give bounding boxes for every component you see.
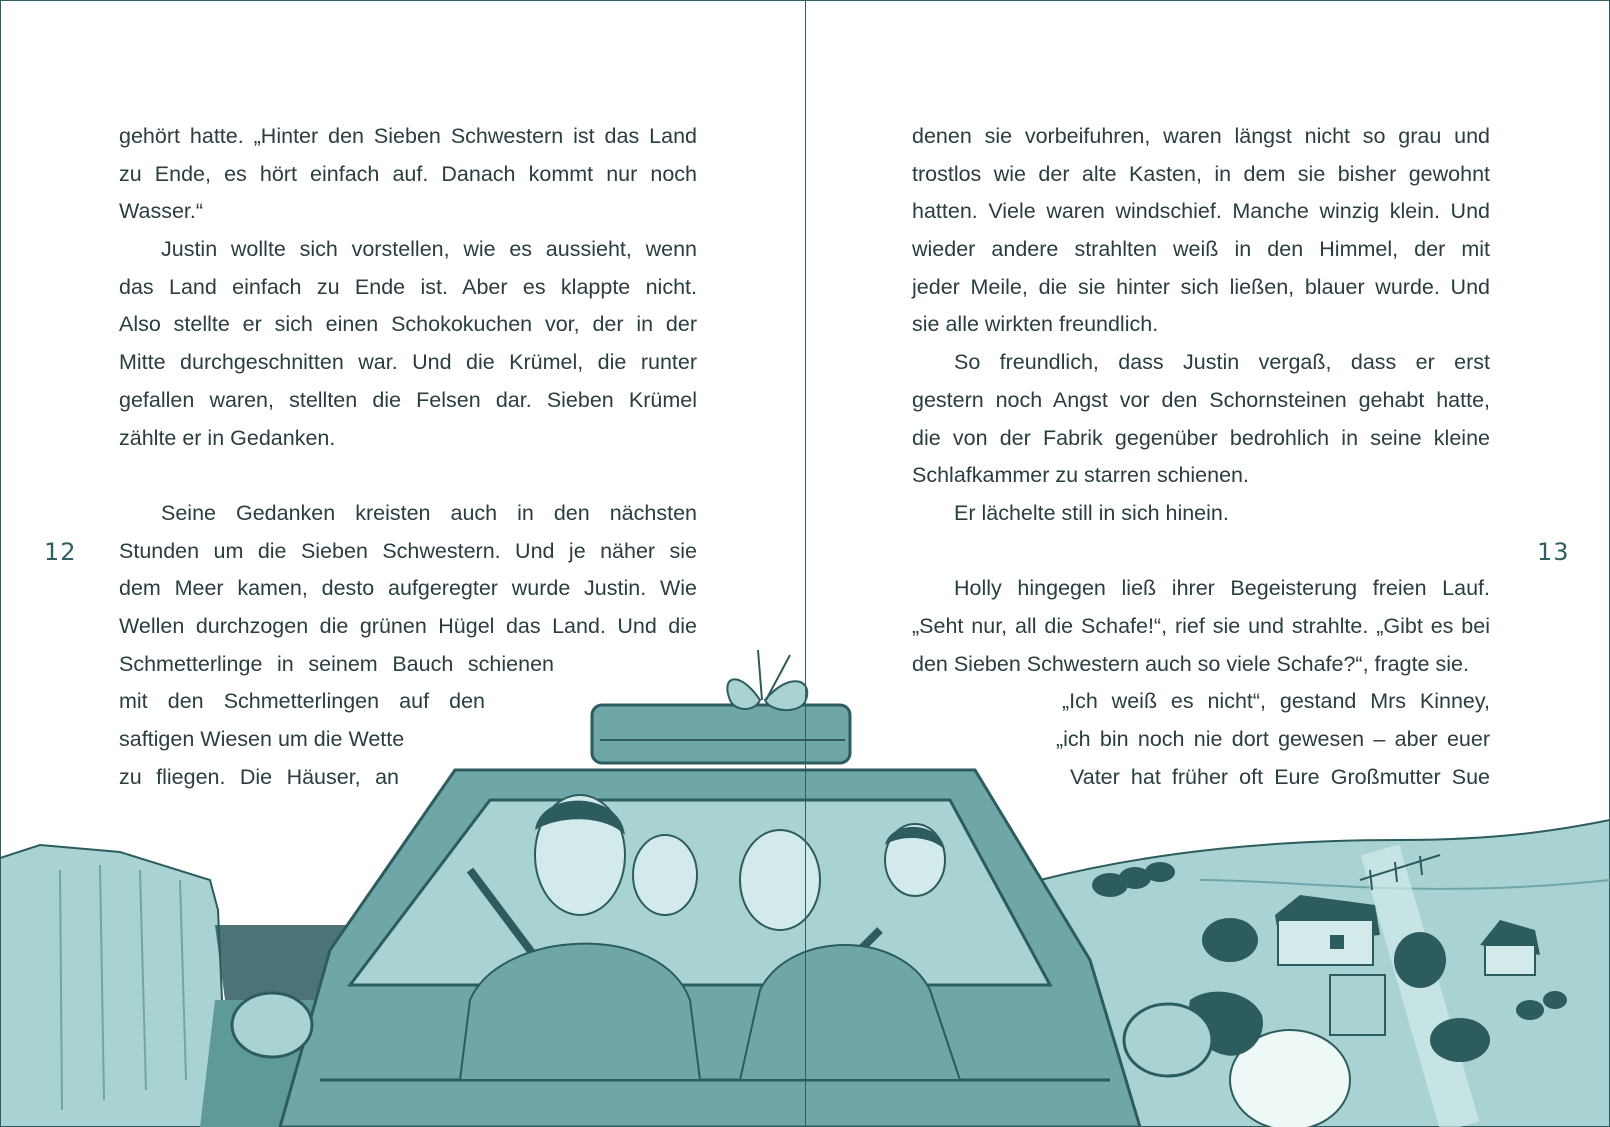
text-line: Wellen durchzogen die grünen Hügel das Land. Und die bbox=[119, 613, 697, 638]
text-line: dem Meer kamen, desto aufgeregter wurde Justin. Wie bbox=[119, 576, 697, 601]
text-line: zu Ende, es hört einfach auf. Danach kommt nur noch bbox=[119, 161, 697, 186]
text-line: Schmetterlinge in seinem Bauch schienen bbox=[119, 651, 554, 676]
text-line: Holly hingegen ließ ihrer Begeisterung freien Lauf. bbox=[954, 576, 1490, 601]
text-line: Schlafkammer zu starren schienen. bbox=[912, 463, 1249, 488]
text-line: gestern noch Angst vor den Schornsteinen gehabt hatte, bbox=[912, 387, 1490, 412]
text-line: das Land einfach zu Ende ist. Aber es klappte nicht. bbox=[119, 274, 697, 299]
text-line: Wasser.“ bbox=[119, 199, 204, 224]
text-line: „Seht nur, all die Schafe!“, rief sie und strahlte. „Gibt es bei bbox=[912, 613, 1490, 638]
text-line: die von der Fabrik gegenüber bedrohlich in seine kleine bbox=[912, 425, 1490, 450]
text-line: Justin wollte sich vorstellen, wie es aussieht, wenn bbox=[161, 237, 697, 262]
text-line: zählte er in Gedanken. bbox=[119, 425, 336, 450]
text-line: Stunden um die Sieben Schwestern. Und je näher sie bbox=[119, 538, 697, 563]
text-line: trostlos wie der alte Kasten, in dem sie bisher gewohnt bbox=[912, 161, 1490, 186]
text-line: gehört hatte. „Hinter den Sieben Schwestern ist das Land bbox=[119, 124, 697, 148]
text-line: jeder Meile, die sie hinter sich ließen, blauer wurde. Und bbox=[912, 274, 1490, 299]
text-line: sie alle wirkten freundlich. bbox=[912, 312, 1159, 337]
text-line: hatten. Viele waren windschief. Manche winzig klein. Und bbox=[912, 199, 1490, 224]
text-line: So freundlich, dass Justin vergaß, dass er erst bbox=[954, 350, 1490, 375]
text-line: zu fliegen. Die Häuser, an bbox=[119, 764, 399, 789]
right-page-text bbox=[912, 118, 1490, 796]
text-line: „ich bin noch nie dort gewesen – aber euer bbox=[1056, 727, 1490, 751]
text-line: den Sieben Schwestern auch so viele Schafe?“, fragte sie. bbox=[912, 651, 1469, 676]
page-number-left: 12 bbox=[44, 538, 77, 566]
text-line: Seine Gedanken kreisten auch in den nächsten bbox=[161, 500, 697, 525]
text-line: Mitte durchgeschnitten war. Und die Krümel, die runter bbox=[119, 350, 697, 375]
gutter-line bbox=[805, 0, 806, 1127]
text-line: denen sie vorbeifuhren, waren längst nicht so grau und bbox=[912, 124, 1490, 148]
text-line: Vater hat früher oft Eure Großmutter Sue bbox=[1070, 764, 1490, 789]
paragraph-gap bbox=[119, 457, 697, 495]
text-line: „Ich weiß es nicht“, gestand Mrs Kinney, bbox=[1062, 689, 1490, 714]
paragraph-gap bbox=[912, 533, 1490, 571]
text-line: saftigen Wiesen um die Wette bbox=[119, 727, 405, 751]
text-line: Also stellte er sich einen Schokokuchen vor, der in der bbox=[119, 312, 697, 337]
left-page-text bbox=[119, 118, 697, 796]
page-number-right: 13 bbox=[1537, 538, 1570, 566]
text-line: wieder andere strahlten weiß in den Himmel, der mit bbox=[912, 237, 1490, 262]
text-line: gefallen waren, stellten die Felsen dar. Sieben Krümel bbox=[119, 387, 697, 412]
cliff-shape bbox=[0, 845, 230, 1127]
text-line: Er lächelte still in sich hinein. bbox=[954, 500, 1229, 525]
text-line: mit den Schmetterlingen auf den bbox=[119, 689, 485, 714]
